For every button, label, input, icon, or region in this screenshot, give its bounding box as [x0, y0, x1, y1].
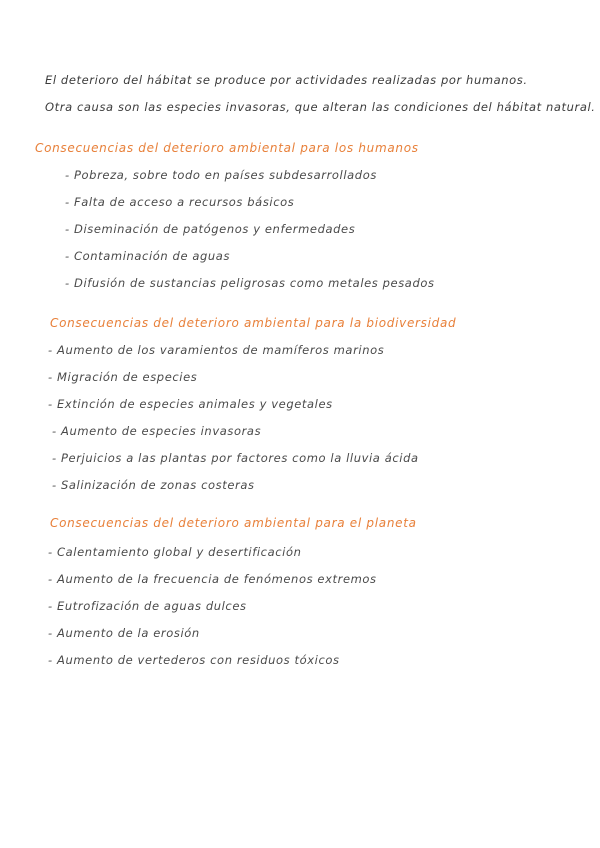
heading-planet: Consecuencias del deterioro ambiental para el planeta: [50, 516, 417, 530]
heading-humans: Consecuencias del deterioro ambiental para los humanos: [35, 141, 419, 155]
planet-item: - Calentamiento global y desertificación: [48, 545, 302, 559]
biodiversity-item: - Salinización de zonas costeras: [52, 478, 255, 492]
humans-item: - Difusión de sustancias peligrosas como metales pesados: [65, 276, 435, 290]
planet-item: - Eutrofización de aguas dulces: [48, 599, 247, 613]
heading-biodiversity: Consecuencias del deterioro ambiental para la biodiversidad: [50, 316, 457, 330]
planet-item: - Aumento de la frecuencia de fenómenos extremos: [48, 572, 377, 586]
humans-item: - Pobreza, sobre todo en países subdesarrollados: [65, 168, 377, 182]
intro-line-2: Otra causa son las especies invasoras, que alteran las condiciones del hábitat natural.: [45, 100, 596, 114]
biodiversity-item: - Migración de especies: [48, 370, 198, 384]
biodiversity-item: - Aumento de los varamientos de mamíferos marinos: [48, 343, 385, 357]
humans-item: - Falta de acceso a recursos básicos: [65, 195, 295, 209]
planet-item: - Aumento de la erosión: [48, 626, 200, 640]
biodiversity-item: - Extinción de especies animales y vegetales: [48, 397, 333, 411]
biodiversity-item: - Aumento de especies invasoras: [52, 424, 262, 438]
humans-item: - Diseminación de patógenos y enfermedades: [65, 222, 356, 236]
humans-item: - Contaminación de aguas: [65, 249, 231, 263]
intro-line-1: El deterioro del hábitat se produce por actividades realizadas por humanos.: [45, 73, 528, 87]
planet-item: - Aumento de vertederos con residuos tóxicos: [48, 653, 340, 667]
biodiversity-item: - Perjuicios a las plantas por factores como la lluvia ácida: [52, 451, 419, 465]
